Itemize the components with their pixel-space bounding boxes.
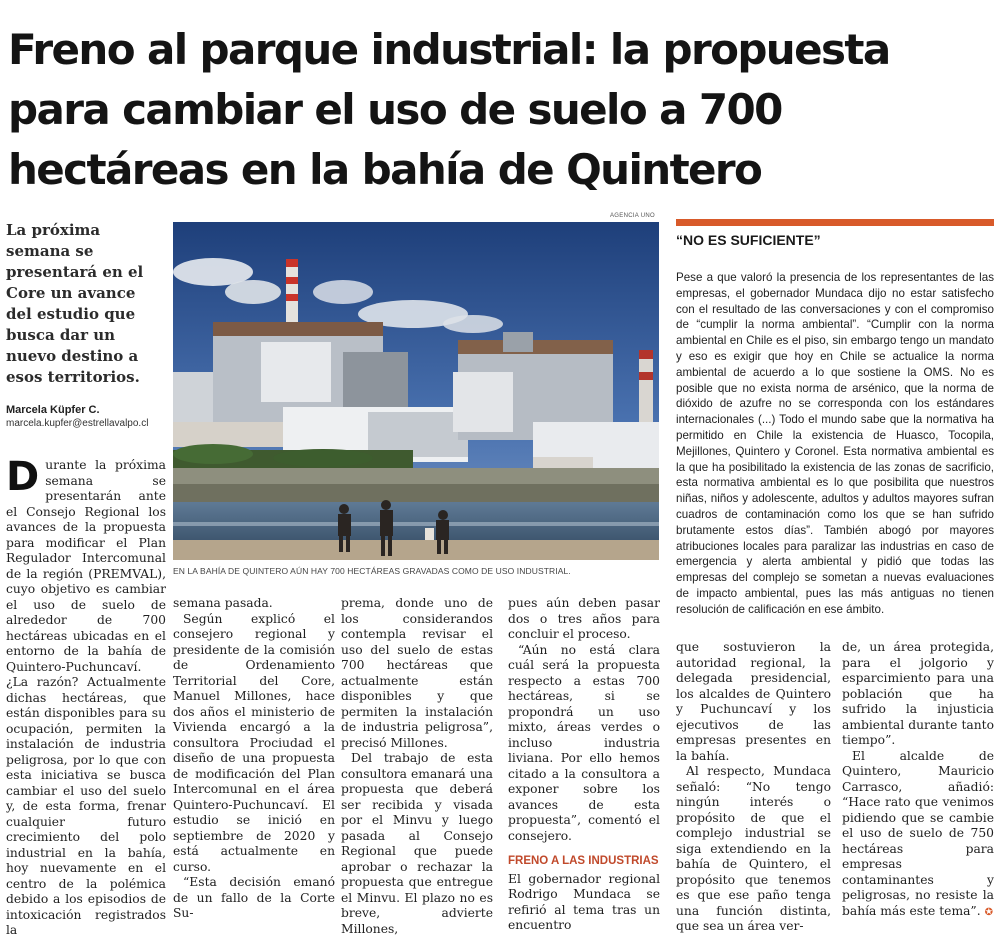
sidebar-accent-rule xyxy=(676,219,994,226)
drop-cap: D xyxy=(6,454,40,500)
section-subhead: FRENO A LAS INDUSTRIAS xyxy=(508,855,659,867)
article-column-5 xyxy=(676,640,831,933)
body-paragraph: urante la próxima semana se presentarán ante el Consejo Regional los avances de la propuesta para modificar el Plan Regulador Intercomunal de la región (PREMVAL), cuyo objetivo es cambiar el uso de suelo de alrededor de 700 hectáreas ubicadas en el entorno de la bahía de Quintero-Puchuncaví. ¿La razón? Actualmente dichas hectáreas, que están disponibles para su ocupación, permiten la instalación de industria peligrosa, por lo que con esta iniciativa se busca cambiar el uso del suelo y, de esta forma, frenar cualquier futuro crecimiento del polo industrial en la bahía, hoy nuevamente en el centro de la polémica debido a los episodios de intoxicación registrados la xyxy=(6,458,166,937)
body-paragraph: prema, donde uno de los considerandos contempla revisar el uso del suelo de estas 700 hectáreas que actualmente están disponibles y que permiten la instalación de industria peligrosa”, precisó Millones. xyxy=(341,596,493,750)
body-paragraph: El gobernador regional Rodrigo Mundaca se refirió al tema tras un encuentro xyxy=(508,871,660,932)
headline: Freno al parque industrial: la propuesta para cambiar el uso de suelo a 700 hectáreas en la bahía de Quintero xyxy=(8,25,890,194)
body-paragraph: Al respecto, Mundaca señaló: “No tengo ningún interés o propósito de que el complejo industrial se siga extendiendo en la bahía de Quintero, el propósito que tenemos es que ese paño tenga una función distinta, que sea un área ver- xyxy=(676,764,831,933)
sidebar-title: “NO ES SUFICIENTE” xyxy=(676,232,821,248)
author-email: marcela.kupfer@estrellavalpo.cl xyxy=(6,418,149,429)
body-paragraph xyxy=(842,749,994,921)
body-paragraph: Del trabajo de esta consultora emanará una propuesta que deberá ser recibida y visada por el Minvu y luego pasada al Consejo Regional que puede aprobar o rechazar la propuesta que entregue el Minvu. El plazo no es breve, advierte Millones, xyxy=(341,751,493,936)
body-paragraph: “Esta decisión emanó de un fallo de la Corte Su- xyxy=(173,875,335,920)
body-paragraph: que sostuvieron la autoridad regional, la delegada presidencial, los alcaldes de Quintero y Puchuncaví y los ejecutivos de las empresas presentes en la bahía. xyxy=(676,640,831,763)
sidebar-body: Pese a que valoró la presencia de los representantes de las empresas, el gobernador Mundaca dijo no estar satisfecho con el resultado de las conversaciones y con el compromiso de “cumplir la norma ambiental”. “Cumplir con la norma ambiental en Chile es el piso, sin embargo tengo un mandato y eso es exigir que hoy en Chile se actualice la norma ambiental de acuerdo a lo que sostiene la OMS. No es posible que no exista norma de arsénico, que la norma de dióxido de azufre no se corresponda con los estándares internacionales (...) Todo el mundo sabe que la normativa ha permitido en Chile la existencia de Huasco, Tocopila, Mejillones, Quintero y Coronel. Esta normativa ambiental es la que ha posibilitado la existencia de las zonas de sacrificio, esta normativa ambiental es lo que posibilita que nuestros niñas, niños y adolescente, adultos y adultos mayores sufran cuadros de contaminación como los que se han sufrido brutamente estos días”. También abogó por mayores atribuciones locales para paralizar las industrias en caso de emergencia y alerta ambiental y pidió que todas las empresas del complejo se sometan a nuevas evaluaciones de impacto ambiental, pues las más antiguas no tienen resolución de calificación en ese ámbito. xyxy=(676,271,994,616)
body-paragraph: “Aún no está clara cuál será la propuesta respecto a estas 700 hectáreas, si se propondrá un uso mixto, áreas verdes o incluso industria liviana. Por ello hemos citado a la consultora a exponer sobre los avances de esta propuesta”, comentó el consejero. xyxy=(508,642,660,843)
lead-paragraph: La próxima semana se presentará en el Core un avance del estudio que busca dar un nuevo destino a esos territorios. xyxy=(6,221,144,386)
body-paragraph: Según explicó el consejero regional y presidente de la comisión de Ordenamiento Territorial del Core, Manuel Millones, hace dos años el ministerio de Vivienda encargó a la consultora Prociudad el diseño de una propuesta de modificación del Plan Intercomunal en el área Quintero-Puchuncaví. El estudio se inició en septiembre de 2020 y está actualmente en curso. xyxy=(173,611,335,874)
industrial-bay-photo xyxy=(173,222,659,560)
article-column-3 xyxy=(341,596,493,936)
photo-caption: EN LA BAHÍA DE QUINTERO AÚN HAY 700 HECTÁREAS GRAVADAS COMO DE USO INDUSTRIAL. xyxy=(173,566,571,576)
photo-credit: AGENCIA UNO xyxy=(610,213,655,219)
author-name: Marcela Küpfer C. xyxy=(6,404,100,416)
article-column-6 xyxy=(842,640,994,918)
article-column-2 xyxy=(173,596,335,920)
body-paragraph: pues aún deben pasar dos o tres años para concluir el proceso. xyxy=(508,596,660,641)
article-column-1 xyxy=(6,454,166,937)
body-paragraph: semana pasada. xyxy=(173,596,273,610)
end-mark-icon: ✪ xyxy=(984,906,993,918)
article-column-4 xyxy=(508,596,660,932)
body-text: El alcalde de Quintero, Mauricio Carrasco, añadió: “Hace rato que venimos pidiendo que se cambie el uso de suelo de 750 hectáreas para empresas contaminantes y peligrosas, no resiste la bahía más este tema”. xyxy=(842,748,994,918)
body-paragraph: de, un área protegida, para el jolgorio y esparcimiento para una población que ha sufrido la injusticia ambiental durante tanto tiempo”. xyxy=(842,640,994,747)
